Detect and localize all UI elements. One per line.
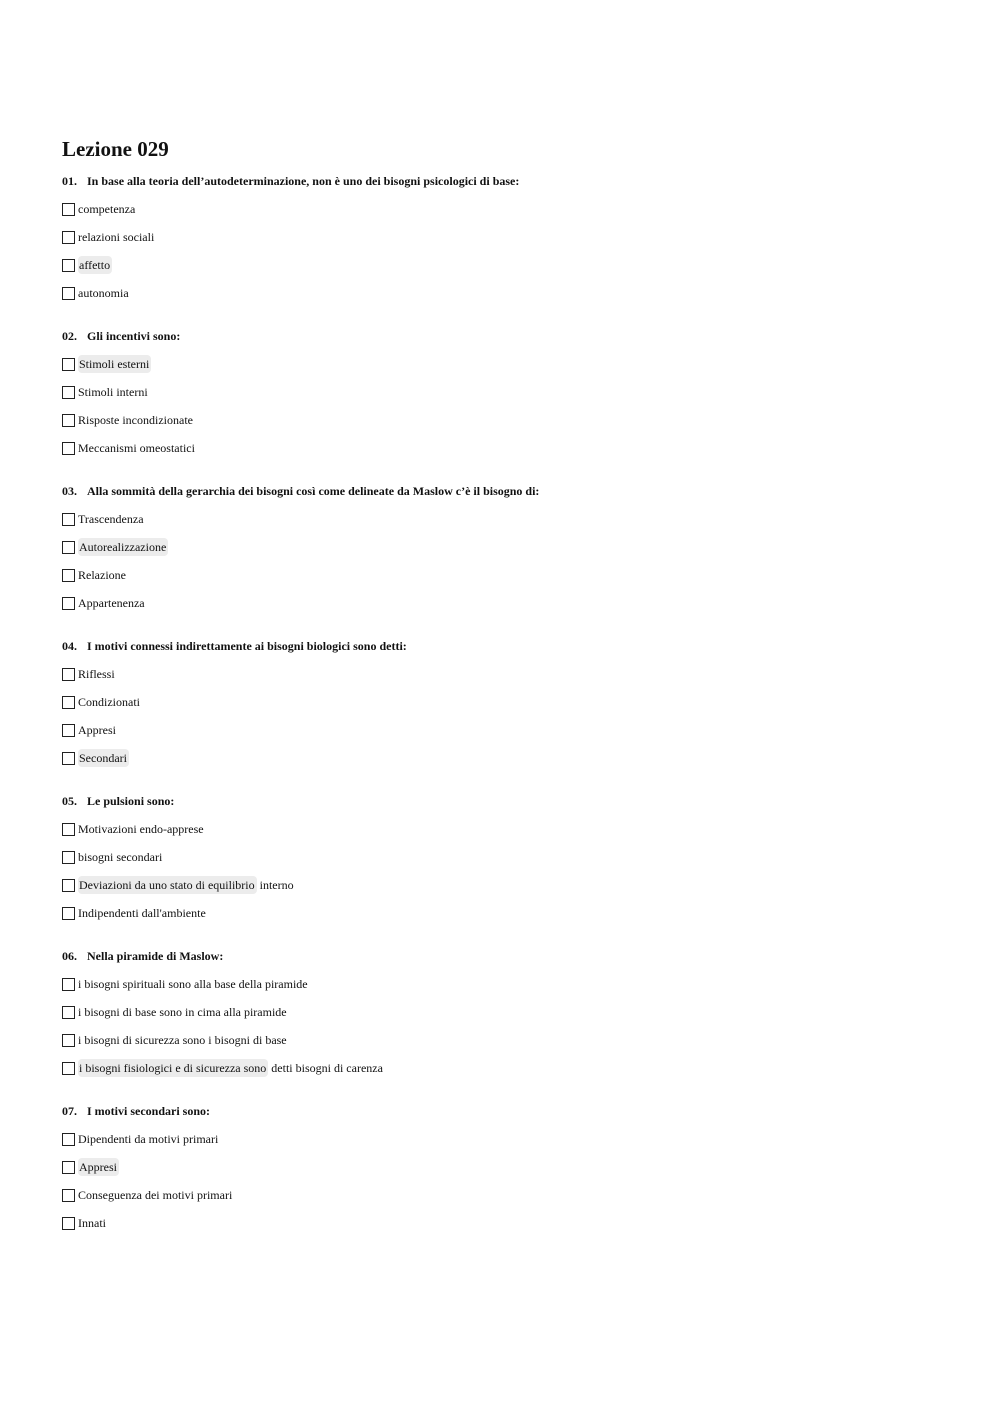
answer-label — [78, 1004, 287, 1020]
question-number: 01. — [62, 174, 77, 188]
answer-checkbox[interactable] — [62, 851, 75, 864]
answer-label — [78, 905, 206, 921]
answer-text: competenza — [78, 202, 136, 216]
answer-checkbox[interactable] — [62, 823, 75, 836]
answer-checkbox[interactable] — [62, 442, 75, 455]
answer-checkbox[interactable] — [62, 1133, 75, 1146]
question-text — [62, 948, 942, 964]
answer-label — [78, 722, 116, 738]
answer-option[interactable] — [62, 195, 942, 223]
highlighted-answer-text: i bisogni fisiologici e di sicurezza sono — [79, 1061, 267, 1075]
answer-option[interactable] — [62, 1125, 942, 1153]
answer-text: bisogni secondari — [78, 850, 163, 864]
highlighted-answer-text: Autorealizzazione — [79, 540, 167, 554]
answer-option[interactable] — [62, 871, 942, 899]
answer-label — [78, 511, 144, 527]
answer-option[interactable] — [62, 1181, 942, 1209]
answer-text: Conseguenza dei motivi primari — [78, 1188, 233, 1202]
answer-option[interactable] — [62, 505, 942, 533]
answer-text: interno — [256, 878, 294, 892]
answer-text: detti bisogni di carenza — [268, 1061, 383, 1075]
question-4 — [62, 638, 942, 772]
answer-checkbox[interactable] — [62, 879, 75, 892]
answer-checkbox[interactable] — [62, 724, 75, 737]
answer-checkbox[interactable] — [62, 231, 75, 244]
question-number: 05. — [62, 794, 77, 808]
answer-option[interactable] — [62, 688, 942, 716]
question-prompt: Le pulsioni sono: — [87, 794, 175, 808]
question-number: 06. — [62, 949, 77, 963]
answer-checkbox[interactable] — [62, 1062, 75, 1075]
answer-checkbox[interactable] — [62, 358, 75, 371]
answer-option[interactable] — [62, 1054, 942, 1082]
answer-option[interactable] — [62, 843, 942, 871]
answer-label — [78, 750, 129, 766]
answer-option[interactable] — [62, 998, 942, 1026]
highlighted-answer-text: Appresi — [79, 1160, 117, 1174]
question-prompt: In base alla teoria dell’autodeterminazione, non è uno dei bisogni psicologici di base: — [87, 174, 520, 188]
question-text — [62, 483, 942, 499]
answer-label — [78, 666, 115, 682]
answer-checkbox[interactable] — [62, 1189, 75, 1202]
answer-label — [78, 384, 148, 400]
question-prompt: Alla sommità della gerarchia dei bisogni così come delineate da Maslow c’è il bisogno di: — [87, 484, 540, 498]
answer-option[interactable] — [62, 744, 942, 772]
question-3 — [62, 483, 942, 617]
answer-checkbox[interactable] — [62, 907, 75, 920]
answer-option[interactable] — [62, 350, 942, 378]
answer-option[interactable] — [62, 660, 942, 688]
highlighted-answer-text: Secondari — [79, 751, 127, 765]
answer-text: Appresi — [78, 723, 116, 737]
answer-label — [78, 440, 195, 456]
answer-text: relazioni sociali — [78, 230, 155, 244]
question-text — [62, 793, 942, 809]
answer-label — [78, 1187, 232, 1203]
answer-checkbox[interactable] — [62, 569, 75, 582]
answer-text: i bisogni di sicurezza sono i bisogni di base — [78, 1033, 287, 1047]
question-6 — [62, 948, 942, 1082]
answer-checkbox[interactable] — [62, 287, 75, 300]
answer-text: Innati — [78, 1216, 106, 1230]
answer-text: autonomia — [78, 286, 129, 300]
question-text — [62, 328, 942, 344]
answer-label — [78, 539, 168, 555]
answer-text: Risposte incondizionate — [78, 413, 193, 427]
quiz-page — [62, 136, 942, 1258]
question-number: 03. — [62, 484, 77, 498]
answer-checkbox[interactable] — [62, 1034, 75, 1047]
answer-text: Condizionati — [78, 695, 140, 709]
highlighted-answer-text: Deviazioni da uno stato di equilibrio — [79, 878, 255, 892]
lesson-title: Lezione 029 — [62, 137, 169, 161]
answer-option[interactable] — [62, 716, 942, 744]
question-text — [62, 638, 942, 654]
answer-checkbox[interactable] — [62, 259, 75, 272]
answer-label — [78, 1159, 119, 1175]
answer-checkbox[interactable] — [62, 414, 75, 427]
answer-text: i bisogni spirituali sono alla base della piramide — [78, 977, 308, 991]
answer-option[interactable] — [62, 589, 942, 617]
question-7 — [62, 1103, 942, 1237]
answer-checkbox[interactable] — [62, 513, 75, 526]
answer-label — [78, 877, 294, 893]
answer-option[interactable] — [62, 406, 942, 434]
question-text — [62, 173, 942, 189]
answer-option[interactable] — [62, 378, 942, 406]
answer-option[interactable] — [62, 223, 942, 251]
answer-option[interactable] — [62, 251, 942, 279]
question-number: 07. — [62, 1104, 77, 1118]
answer-label — [78, 285, 129, 301]
answer-checkbox[interactable] — [62, 668, 75, 681]
answer-checkbox[interactable] — [62, 752, 75, 765]
question-number: 04. — [62, 639, 77, 653]
answer-option[interactable] — [62, 899, 942, 927]
answer-label — [78, 1032, 287, 1048]
answer-label — [78, 1131, 218, 1147]
answer-text: Riflessi — [78, 667, 115, 681]
highlighted-answer-text: Stimoli esterni — [79, 357, 150, 371]
answer-text: Trascendenza — [78, 512, 144, 526]
answer-label — [78, 257, 112, 273]
answer-text: i bisogni di base sono in cima alla piramide — [78, 1005, 287, 1019]
answer-option[interactable] — [62, 1026, 942, 1054]
answer-option[interactable] — [62, 1153, 942, 1181]
answer-option[interactable] — [62, 970, 942, 998]
answer-label — [78, 1215, 106, 1231]
answer-text: Relazione — [78, 568, 126, 582]
answer-label — [78, 849, 162, 865]
question-number: 02. — [62, 329, 77, 343]
answer-checkbox[interactable] — [62, 597, 75, 610]
answer-label — [78, 567, 126, 583]
answer-label — [78, 694, 140, 710]
answer-text: Meccanismi omeostatici — [78, 441, 195, 455]
answer-label — [78, 1060, 383, 1076]
answer-option[interactable] — [62, 815, 942, 843]
answer-checkbox[interactable] — [62, 1006, 75, 1019]
question-prompt: I motivi secondari sono: — [87, 1104, 210, 1118]
answer-label — [78, 595, 145, 611]
question-prompt: Nella piramide di Maslow: — [87, 949, 224, 963]
answer-label — [78, 201, 135, 217]
question-1 — [62, 173, 942, 307]
question-2 — [62, 328, 942, 462]
answer-option[interactable] — [62, 279, 942, 307]
answer-option[interactable] — [62, 561, 942, 589]
answer-checkbox[interactable] — [62, 1217, 75, 1230]
question-prompt: Gli incentivi sono: — [87, 329, 181, 343]
answer-label — [78, 229, 154, 245]
answer-checkbox[interactable] — [62, 696, 75, 709]
answer-option[interactable] — [62, 434, 942, 462]
answer-label — [78, 412, 193, 428]
answer-label — [78, 821, 204, 837]
answer-text: Indipendenti dall'ambiente — [78, 906, 206, 920]
answer-checkbox[interactable] — [62, 978, 75, 991]
answer-label — [78, 976, 308, 992]
answer-text: Motivazioni endo-apprese — [78, 822, 204, 836]
question-5 — [62, 793, 942, 927]
answer-text: Appartenenza — [78, 596, 145, 610]
answer-checkbox[interactable] — [62, 386, 75, 399]
answer-text: Dipendenti da motivi primari — [78, 1132, 219, 1146]
answer-checkbox[interactable] — [62, 541, 75, 554]
answer-option[interactable] — [62, 533, 942, 561]
answer-text: Stimoli interni — [78, 385, 148, 399]
answer-label — [78, 356, 151, 372]
question-prompt: I motivi connessi indirettamente ai bisogni biologici sono detti: — [87, 639, 407, 653]
highlighted-answer-text: affetto — [79, 258, 111, 272]
answer-option[interactable] — [62, 1209, 942, 1237]
question-text — [62, 1103, 942, 1119]
answer-checkbox[interactable] — [62, 1161, 75, 1174]
answer-checkbox[interactable] — [62, 203, 75, 216]
